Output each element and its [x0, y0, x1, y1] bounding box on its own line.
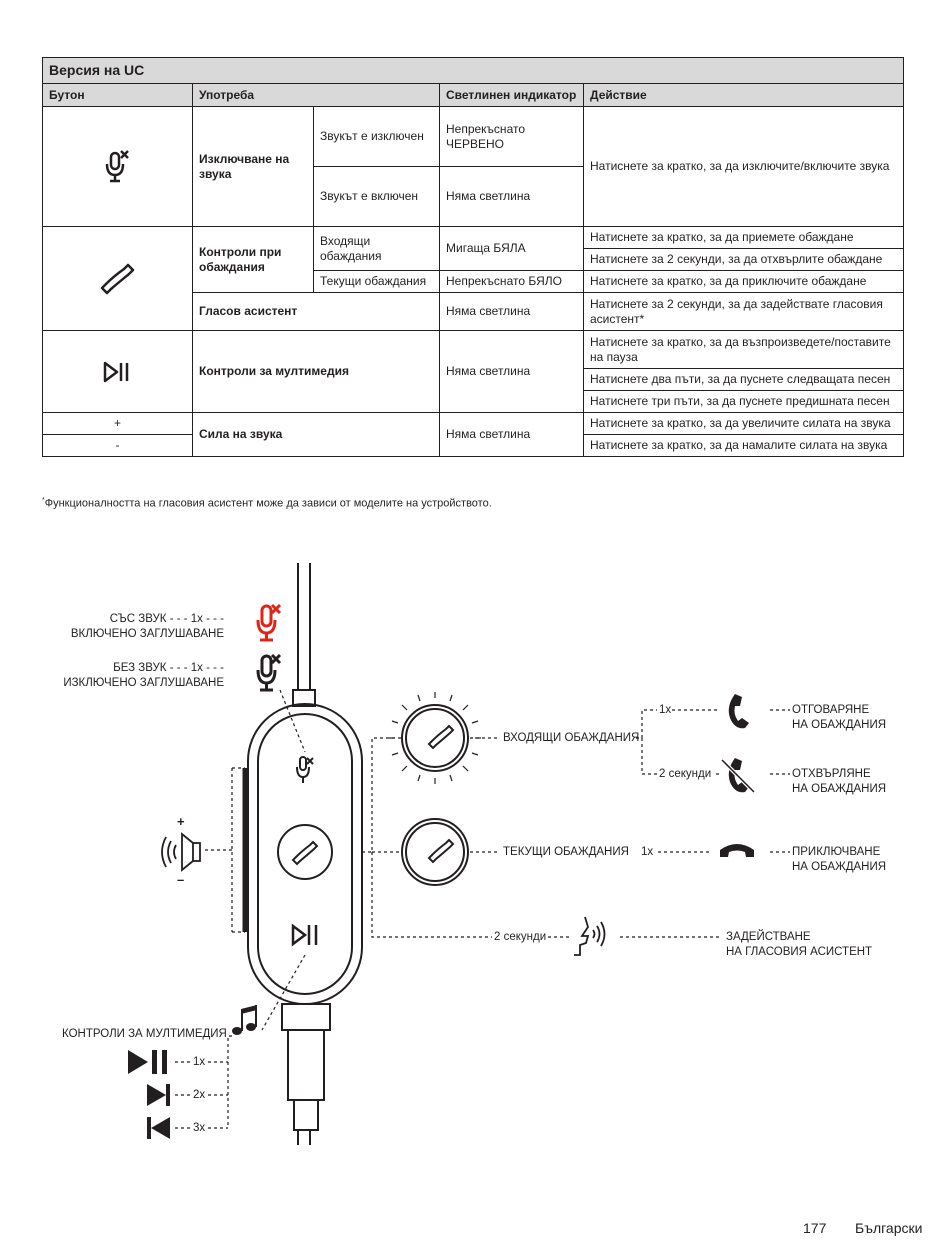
- body-mute-icon: [297, 757, 313, 783]
- play-pause-icon: [103, 361, 133, 383]
- mute-off-line1: БЕЗ ЗВУК - - - 1x - - -: [113, 662, 224, 674]
- calls-usage: Контроли при обаждания: [193, 227, 314, 293]
- mute-on-mic-icon: [258, 605, 280, 640]
- media-act-prev: Натиснете три пъти, за да пуснете предишната песен: [584, 391, 904, 413]
- assistant-act: Натиснете за 2 секунди, за да задействате гласовия асистент*: [584, 293, 904, 331]
- answer-line1: ОТГОВАРЯНЕ: [792, 704, 870, 716]
- music-note-icon: [232, 1005, 257, 1035]
- speaker-icon: [162, 834, 200, 870]
- volume-ind: Няма светлина: [440, 413, 584, 457]
- incoming-act-reject: Натиснете за 2 секунди, за да отхвърлите обаждане: [584, 249, 904, 271]
- mute-on-line1: СЪС ЗВУК - - - 1x - - -: [109, 613, 224, 625]
- volume-plus: +: [43, 413, 193, 435]
- footnote-mark: *: [42, 497, 45, 504]
- end-line1: ПРИКЛЮЧВАНЕ: [792, 846, 881, 858]
- controls-table: [42, 57, 904, 457]
- mute-icon-cell: [43, 107, 193, 227]
- footnote-text: Функционалността на гласовия асистент може да зависи от моделите на устройството.: [44, 497, 492, 510]
- vol-plus-label: +: [177, 814, 185, 829]
- volume-act-down: Натиснете за кратко, за да намалите силата на звука: [584, 435, 904, 457]
- media-2x: 2x: [193, 1089, 206, 1101]
- media-label: КОНТРОЛИ ЗА МУЛТИМЕДИЯ: [62, 1028, 227, 1040]
- header-button: Бутон: [43, 84, 193, 107]
- current-calls: Текущи обаждания: [314, 271, 440, 293]
- mute-usage: Изключване на звука: [193, 107, 314, 227]
- mute-on-line2: ВКЛЮЧЕНО ЗАГЛУШАВАНЕ: [70, 628, 224, 640]
- mute-ind-on: Няма светлина: [440, 167, 584, 227]
- current-ind: Непрекъснато БЯЛО: [440, 271, 584, 293]
- current-label: ТЕКУЩИ ОБАЖДАНИЯ: [503, 846, 629, 858]
- current-act: Натиснете за кратко, за да приключите обаждане: [584, 271, 904, 293]
- hangup-phone-icon: [720, 844, 754, 857]
- mute-off-mic-icon: [258, 655, 280, 690]
- next-track-icon: [147, 1084, 170, 1106]
- incoming-call-circle: [402, 705, 468, 771]
- mute-state-on: Звукът е включен: [314, 167, 440, 227]
- mute-state-off: Звукът е изключен: [314, 107, 440, 167]
- reject-phone-icon: [722, 758, 754, 792]
- body-play-pause-icon: [293, 925, 316, 945]
- assistant-line1: ЗАДЕЙСТВАНЕ: [726, 931, 811, 943]
- mute-off-line2: ИЗКЛЮЧЕНО ЗАГЛУШАВАНЕ: [63, 677, 224, 689]
- assistant-line2: НА ГЛАСОВИЯ АСИСТЕНТ: [726, 946, 873, 958]
- footnote: [42, 497, 492, 510]
- incoming-1x: 1x: [659, 704, 672, 716]
- end-line2: НА ОБАЖДАНИЯ: [792, 861, 887, 873]
- media-1x: 1x: [193, 1056, 206, 1068]
- media-usage: Контроли за мултимедия: [193, 331, 440, 413]
- assistant-usage: Гласов асистент: [193, 293, 440, 331]
- phone-icon: [100, 261, 136, 297]
- page-number: 177: [803, 1220, 827, 1236]
- reject-line2: НА ОБАЖДАНИЯ: [792, 783, 887, 795]
- table-title: Версия на UC: [43, 58, 904, 84]
- header-usage: Употреба: [193, 84, 440, 107]
- media-icon-cell: [43, 331, 193, 413]
- mute-ind-off: Непрекъснато ЧЕРВЕНО: [440, 107, 584, 167]
- incoming-act-answer: Натиснете за кратко, за да приемете обаждане: [584, 227, 904, 249]
- header-indicator: Светлинен индикатор: [440, 84, 584, 107]
- body-phone-icon: [293, 842, 317, 864]
- incoming-calls: Входящи обаждания: [314, 227, 440, 271]
- mute-on-label: [40, 612, 224, 642]
- mute-off-label: [40, 661, 224, 691]
- answer-phone-icon: [729, 694, 749, 728]
- volume-minus: -: [43, 435, 193, 457]
- reject-line1: ОТХВЪРЛЯНЕ: [792, 768, 871, 780]
- reject-label: [792, 767, 886, 797]
- current-1x: 1x: [641, 846, 654, 858]
- play-pause-big-icon: [128, 1050, 167, 1074]
- incoming-ind: Мигаща БЯЛА: [440, 227, 584, 271]
- media-act-next: Натиснете два пъти, за да пуснете следващата песен: [584, 369, 904, 391]
- header-action: Действие: [584, 84, 904, 107]
- media-3x: 3x: [193, 1122, 206, 1134]
- body-call-button: [278, 825, 332, 879]
- volume-act-up: Натиснете за кратко, за да увеличите силата на звука: [584, 413, 904, 435]
- mute-action: Натиснете за кратко, за да изключите/включите звука: [584, 107, 904, 227]
- assistant-2s: 2 секунди: [494, 931, 547, 943]
- end-label: [792, 845, 886, 875]
- voice-assistant-icon: [574, 917, 605, 955]
- cable-collar-bottom: [282, 1004, 330, 1030]
- assistant-ind: Няма светлина: [440, 293, 584, 331]
- media-ind: Няма светлина: [440, 331, 584, 413]
- mic-mute-icon: [105, 149, 131, 185]
- remote-body: [248, 704, 362, 1004]
- assistant-label: [726, 930, 872, 960]
- media-act-play: Натиснете за кратко, за да възпроизведете/поставите на пауза: [584, 331, 904, 369]
- previous-track-icon: [147, 1117, 170, 1139]
- volume-usage: Сила на звука: [193, 413, 440, 457]
- incoming-label: ВХОДЯЩИ ОБАЖДАНИЯ: [503, 732, 640, 744]
- answer-label: [792, 703, 886, 733]
- vol-minus-label: –: [177, 872, 185, 887]
- call-icon-cell: [43, 227, 193, 331]
- incoming-2s: 2 секунди: [659, 768, 712, 780]
- current-call-circle: [402, 819, 468, 885]
- page-language: Български: [855, 1220, 923, 1236]
- answer-line2: НА ОБАЖДАНИЯ: [792, 719, 887, 731]
